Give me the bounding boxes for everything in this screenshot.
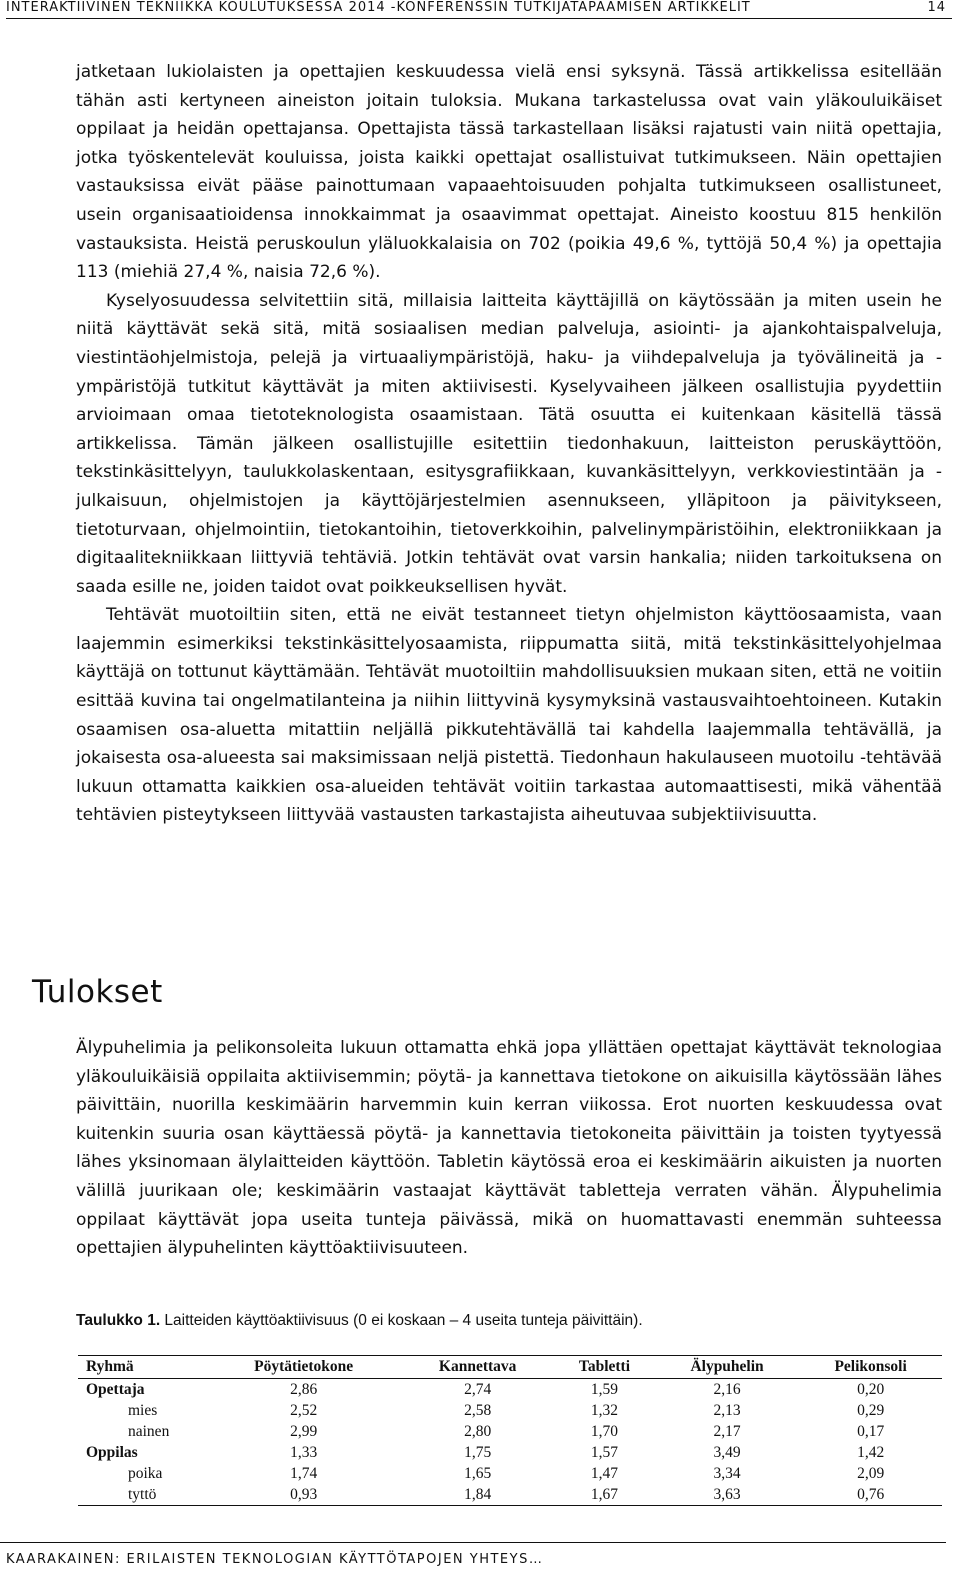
- row-label: Oppilas: [86, 1443, 138, 1461]
- table-caption: [76, 1312, 942, 1330]
- table-row: [78, 1442, 942, 1463]
- table-cell: 2,16: [713, 1380, 741, 1398]
- table-row: [78, 1421, 942, 1442]
- table-cell: 2,52: [290, 1401, 318, 1419]
- column-header: Pelikonsoli: [834, 1358, 907, 1375]
- column-header: Älypuhelin: [690, 1358, 764, 1375]
- running-header: [6, 0, 946, 20]
- column-header: Pöytätietokone: [254, 1358, 354, 1375]
- table-cell: 0,17: [857, 1422, 885, 1440]
- results-text: [76, 1034, 942, 1263]
- table-cell: 2,13: [713, 1401, 741, 1419]
- caption-text: Laitteiden käyttöaktiivisuus (0 ei koskaan – 4 useita tunteja päivittäin).: [160, 1312, 643, 1329]
- table-row: [78, 1463, 942, 1484]
- running-footer: KAARAKAINEN: ERILAISTEN TEKNOLOGIAN KÄYTTÖTAPOJEN YHTEYS…: [6, 1552, 544, 1567]
- table-cell: 2,99: [290, 1422, 318, 1440]
- table-cell: 0,29: [857, 1401, 885, 1419]
- table-cell: 0,93: [290, 1485, 318, 1503]
- paragraph: jatketaan lukiolaisten ja opettajien keskuudessa vielä ensi syksynä. Tässä artikkelissa esitellään tähän asti kertyneen aineiston joitain tuloksia. Mukana tarkastelussa ovat vain yläkouluikäiset oppilaat ja heidän opettajansa. Opettajista tässä tarkastellaan lisäksi rajatusti vain niitä opettajia, jotka työskentelevät kouluissa, joista kaikki opettajat osallistuivat tutkimukseen. Näin opettajien vastauksissa eivät pääse painottumaan vapaaehtoisuuden pohjalta tutkimukseen osallistuneet, usein organisaatioidensa innokkaimmat ja osaavimmat opettajat. Aineisto koostuu 815 henkilön vastauksista. Heistä peruskoulun yläluokkalaisia on 702 (poikia 49,6 %, tyttöjä 50,4 %) ja opettajia 113 (miehiä 27,4 %, naisia 72,6 %).: [76, 62, 942, 283]
- paragraph: Kyselyosuudessa selvitettiin sitä, millaisia laitteita käyttäjillä on käytössään ja miten usein he niitä käyttävät sekä sitä, mitä sosiaalisen median palveluja, asiointi- ja ajankohtaispalveluja, viestintäohjelmistoja, pelejä ja virtuaaliympäristöjä, haku- ja viihdepalveluja ja työvälineitä ja -ympäristöjä tutkitut käyttävät ja miten aktiivisesti. Kyselyvaiheen jälkeen osallistujia pyydettiin arvioimaan omaa tietoteknologista osaamistaan. Tätä osuutta ei kuitenkaan käsitellä tässä artikkelissa. Tämän jälkeen osallistujille esitettiin tiedonhakuun, laitteiston peruskäyttöön, tekstinkäsittelyyn, taulukkolaskentaan, esitysgrafiikkaan, kuvankäsittelyyn, verkkoviestintään ja -julkaisuun, ohjelmistojen ja käyttöjärjestelmien asennukseen, ylläpitoon ja päivitykseen, tietoturvaan, ohjelmointiin, tietokantoihin, tietoverkkoihin, palvelinympäristöihin, elektroniikkaan ja digitaalitekniikkaan liittyviä tehtäviä. Jotkin tehtävät ovat varsin hankalia; niiden tarkoituksena on saada esille ne, joiden taidot ovat poikkeuksellisen hyvät.: [76, 290, 942, 597]
- column-header: Ryhmä: [86, 1358, 134, 1375]
- table-row: [78, 1379, 942, 1401]
- table-cell: 1,75: [464, 1443, 492, 1461]
- body-text: [76, 58, 942, 830]
- paragraph: Älypuhelimia ja pelikonsoleita lukuun ottamatta ehkä jopa yllättäen opettajat käyttävät teknologiaa yläkouluikäisiä oppilaita aktiivisemmin; pöytä- ja kannettava tietokone on aikuisilla käytössään lähes päivittäin, nuorilla keskimäärin harvemmin kuin kerran viikossa. Erot nuorten keskuudessa ovat kuitenkin suuria osan käyttäessä pöytä- ja kannettavia tietokoneita päivittäin ja toisten tyytyessä lähes yksinomaan älylaitteiden käyttöön. Tabletin käytössä eroa ei keskimäärin aikuisten ja nuorten välillä juurikaan ole; keskimäärin vastaajat käyttävät tabletteja verraten vähän. Älypuhelimia oppilaat käyttävät jopa useita tunteja päivässä, mikä on huomattavasti enemmän suhteessa opettajien älypuhelinten käyttöaktiivisuuteen.: [76, 1038, 942, 1259]
- table-cell: 1,33: [290, 1443, 318, 1461]
- table-row: [78, 1484, 942, 1506]
- header-rule: [6, 18, 952, 19]
- row-label: Opettaja: [86, 1380, 145, 1398]
- footer-rule: [0, 1542, 946, 1543]
- column-header: Kannettava: [438, 1358, 517, 1375]
- table-cell: 1,67: [590, 1485, 619, 1503]
- table-cell: 1,42: [857, 1443, 885, 1461]
- caption-label: Taulukko 1.: [76, 1312, 161, 1329]
- table-cell: 2,17: [713, 1422, 741, 1440]
- table-cell: 1,59: [590, 1380, 619, 1398]
- table-cell: 0,76: [857, 1485, 885, 1503]
- row-label: poika: [128, 1464, 163, 1482]
- row-label: tyttö: [128, 1485, 157, 1503]
- table-cell: 3,63: [713, 1485, 741, 1503]
- table-cell: 2,86: [290, 1380, 318, 1398]
- table-cell: 2,09: [857, 1464, 885, 1482]
- table-cell: 1,32: [590, 1401, 619, 1419]
- table-cell: 2,58: [464, 1401, 492, 1419]
- table-cell: 0,20: [857, 1380, 885, 1398]
- usage-table: [78, 1355, 942, 1506]
- table-cell: 2,80: [464, 1422, 492, 1440]
- table-cell: 1,84: [464, 1485, 492, 1503]
- column-header: Tabletti: [578, 1358, 631, 1375]
- table-header-row: [78, 1356, 942, 1379]
- table-cell: 1,74: [290, 1464, 318, 1482]
- table-cell: 1,57: [590, 1443, 619, 1461]
- table-cell: 1,47: [590, 1464, 619, 1482]
- table-cell: 3,34: [713, 1464, 741, 1482]
- section-heading: Tulokset: [32, 974, 163, 1010]
- row-label: nainen: [128, 1422, 170, 1440]
- header-title: INTERAKTIIVINEN TEKNIIKKA KOULUTUKSESSA 2014 -KONFERENSSIN TUTKIJATAPAAMISEN ARTIKKELIT: [6, 0, 751, 15]
- page-number: 14: [927, 0, 946, 15]
- table-row: [78, 1400, 942, 1421]
- row-label: mies: [128, 1401, 158, 1419]
- table-cell: 1,70: [590, 1422, 619, 1440]
- table-cell: 3,49: [713, 1443, 741, 1461]
- paragraph: Tehtävät muotoiltiin siten, että ne eivät testanneet tietyn ohjelmiston käyttöosaamista, vaan laajemmin esimerkiksi tekstinkäsittelyosaamista, riippumatta siitä, mitä tekstinkäsittelyohjelmaa käyttäjä on tottunut käyttämään. Tehtävät muotoiltiin mahdollisuuksien mukaan siten, että ne voitiin esittää kuvina tai ongelmatilanteina ja niihin liittyvinä kysymyksinä vastausvaihtoehtoineen. Kutakin osaamisen osa-aluetta mitattiin neljällä pikkutehtävällä tai kahdella laajemmalla tehtävällä, ja jokaisesta osa-alueesta sai maksimissaan neljä pistettä. Tiedonhaun hakulauseen muotoilu -tehtävää lukuun ottamatta kaikkien osa-alueiden tehtävät voitiin tarkastaa automaattisesti, mikä vähentää tehtävien pisteytykseen liittyvää vastausten tarkastajista aiheutuvaa subjektiivisuutta.: [76, 605, 942, 826]
- table-cell: 2,74: [464, 1380, 492, 1398]
- table-cell: 1,65: [464, 1464, 492, 1482]
